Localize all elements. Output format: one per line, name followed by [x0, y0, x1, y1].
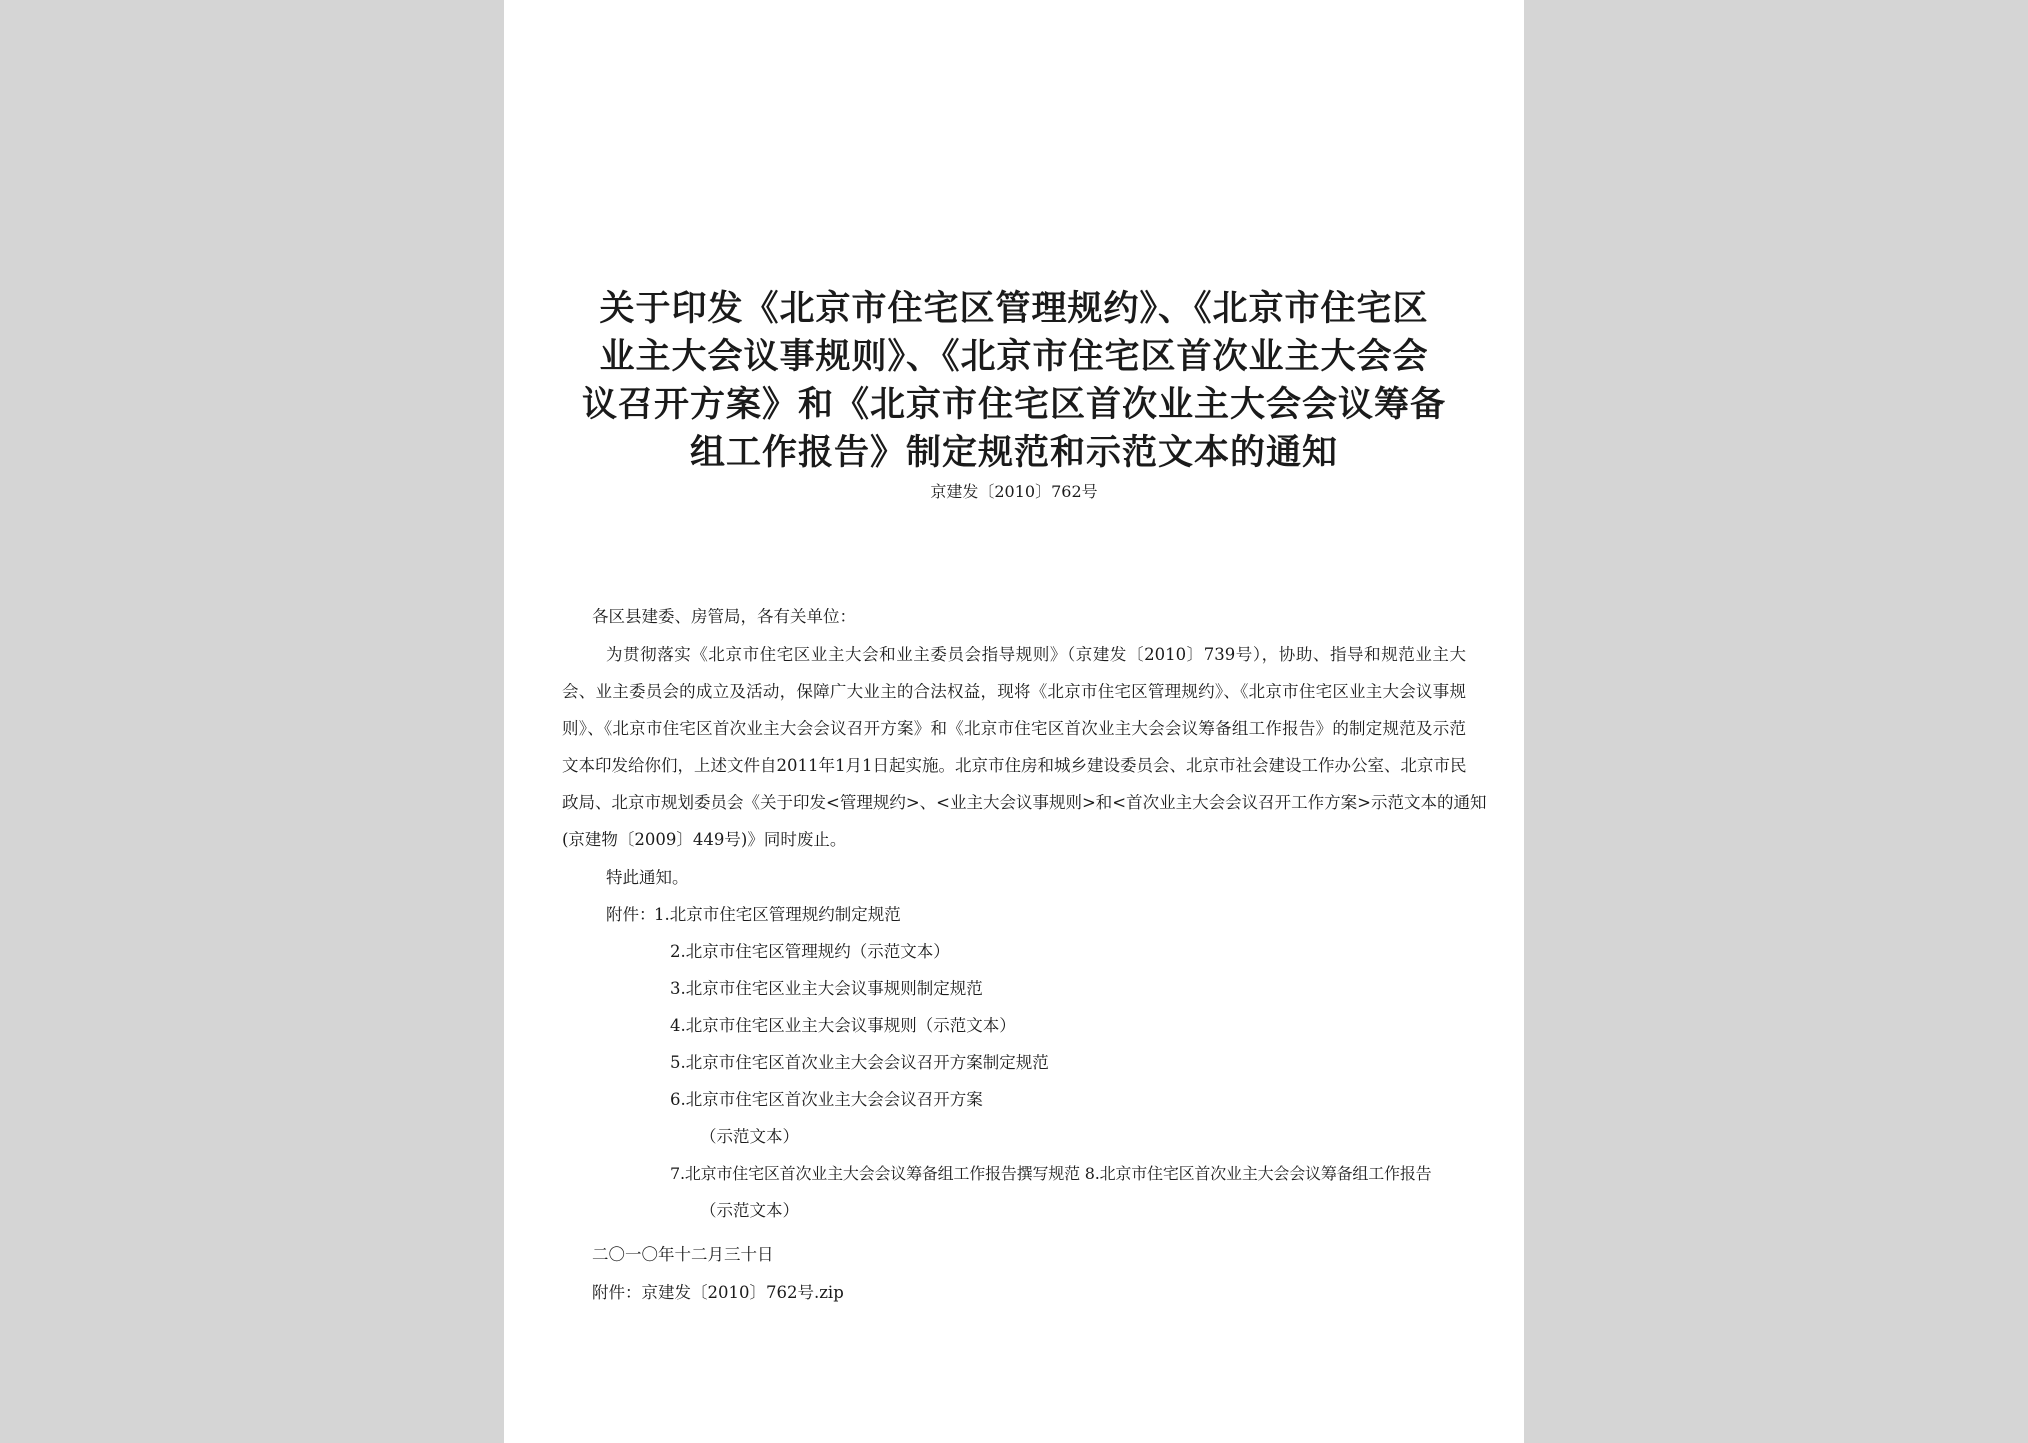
title-line: 组工作报告》制定规范和示范文本的通知	[689, 432, 1338, 473]
body-line: (京建物〔2009〕449号)》同时废止。	[562, 830, 847, 849]
attachment-item[interactable]: 1.北京市住宅区管理规约制定规范	[654, 905, 901, 924]
attachment-item-continued: （示范文本）	[700, 1127, 799, 1146]
body-line: 文本印发给你们，上述文件自2011年1月1日起实施。北京市住房和城乡建设委员会、北京市社会建设工作办公室、北京市民	[562, 756, 1467, 775]
attachment-item[interactable]: 7.北京市住宅区首次业主大会会议筹备组工作报告撰写规范 8.北京市住宅区首次业主大会会议筹备组工作报告	[670, 1164, 1432, 1183]
file-attachment-link[interactable]: 京建发〔2010〕762号.zip	[641, 1283, 844, 1302]
body-line: 会、业主委员会的成立及活动，保障广大业主的合法权益，现将《北京市住宅区管理规约》、《北京市住宅区业主大会议事规	[562, 682, 1466, 701]
file-attachment-label: 附件：	[592, 1283, 642, 1302]
attachment-item-continued: （示范文本）	[700, 1201, 799, 1220]
attachment-item[interactable]: 5.北京市住宅区首次业主大会会议召开方案制定规范	[670, 1053, 1049, 1072]
attachment-item[interactable]: 3.北京市住宅区业主大会议事规则制定规范	[670, 979, 983, 998]
attachment-item[interactable]: 6.北京市住宅区首次业主大会会议召开方案	[670, 1090, 983, 1109]
document-number: 京建发〔2010〕762号	[930, 482, 1098, 501]
document-title	[564, 285, 1464, 477]
title-line: 议召开方案》和《北京市住宅区首次业主大会会议筹备	[581, 384, 1446, 425]
document-page	[504, 0, 1524, 1443]
document-date: 二〇一〇年十二月三十日	[592, 1245, 774, 1264]
body-line: 政局、北京市规划委员会《关于印发<管理规约>、<业主大会议事规则>和<首次业主大会会议召开工作方案>示范文本的通知	[562, 793, 1487, 812]
file-attachment	[592, 1281, 844, 1305]
attachment-item[interactable]: 4.北京市住宅区业主大会议事规则（示范文本）	[670, 1016, 1016, 1035]
title-line: 业主大会议事规则》、《北京市住宅区首次业主大会会	[599, 336, 1429, 377]
notice-text: 特此通知。	[606, 868, 689, 887]
body-line: 为贯彻落实《北京市住宅区业主大会和业主委员会指导规则》（京建发〔2010〕739号），协助、指导和规范业主大	[606, 645, 1466, 664]
body-line: 则》、《北京市住宅区首次业主大会会议召开方案》和《北京市住宅区首次业主大会会议筹备组工作报告》的制定规范及示范	[562, 719, 1466, 738]
salutation: 各区县建委、房管局，各有关单位：	[592, 607, 856, 626]
title-line: 关于印发《北京市住宅区管理规约》、《北京市住宅区	[599, 288, 1429, 329]
attachment-item[interactable]: 2.北京市住宅区管理规约（示范文本）	[670, 942, 950, 961]
attachments-label: 附件：	[606, 905, 656, 924]
